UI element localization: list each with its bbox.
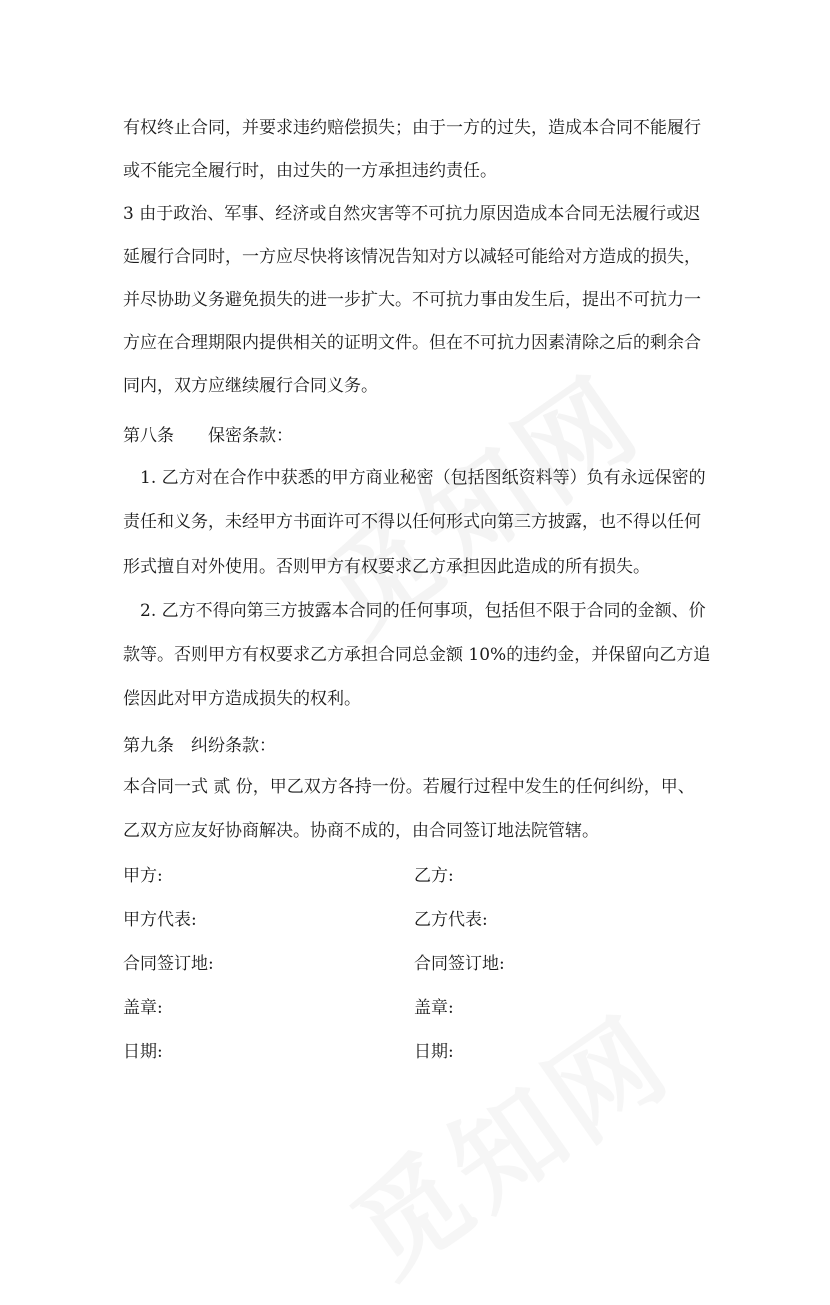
body-line: 并尽协助义务避免损失的进一步扩大。不可抗力事由发生后，提出不可抗力一 [123,290,701,310]
body-line: 有权终止合同，并要求违约赔偿损失；由于一方的过失，造成本合同不能履行 [123,118,701,138]
party-a-label: 甲方: [123,866,163,886]
party-a-rep-label: 甲方代表: [123,910,197,930]
party-b-rep-label: 乙方代表: [414,910,488,930]
body-line: 本合同一式 贰 份，甲乙双方各持一份。若履行过程中发生的任何纠纷，甲、 [123,777,695,797]
body-line: 同内，双方应继续履行合同义务。 [123,376,378,396]
party-b-seal-label: 盖章: [414,998,454,1018]
body-line: 方应在合理期限内提供相关的证明文件。但在不可抗力因素清除之后的剩余合 [123,333,701,353]
party-b-label: 乙方: [414,866,454,886]
clause-1-line: 形式擅自对外使用。否则甲方有权要求乙方承担因此造成的所有损失。 [123,557,650,577]
watermark-bottom [317,973,698,1305]
body-line: 3 由于政治、军事、经济或自然灾害等不可抗力原因造成本合同无法履行或迟 [123,204,701,224]
clause-1-line: 责任和义务，未经甲方书面许可不得以任何形式向第三方披露，也不得以任何 [123,512,701,532]
party-a-date-label: 日期: [123,1042,163,1062]
section-heading-dispute: 第九条 纠纷条款： [123,736,276,756]
clause-2-line: 款等。否则甲方有权要求乙方承担合同总金额 10%的违约金，并保留向乙方追 [123,645,711,665]
body-line: 或不能完全履行时，由过失的一方承担违约责任。 [123,161,497,181]
party-b-location-label: 合同签订地: [414,954,505,974]
clause-1-line: 1. 乙方对在合作中获悉的甲方商业秘密（包括图纸资料等）负有永远保密的 [123,468,706,488]
section-heading-confidentiality: 第八条 保密条款： [123,426,293,446]
clause-2-line: 2. 乙方不得向第三方披露本合同的任何事项，包括但不限于合同的金额、价 [123,601,706,621]
body-line: 延履行合同时，一方应尽快将该情况告知对方以减轻可能给对方造成的损失， [123,247,701,267]
party-b-date-label: 日期: [414,1042,454,1062]
clause-2-line: 偿因此对甲方造成损失的权利。 [123,689,361,709]
party-a-location-label: 合同签订地: [123,954,214,974]
body-line: 乙双方应友好协商解决。协商不成的，由合同签订地法院管辖。 [123,821,599,841]
party-a-seal-label: 盖章: [123,998,163,1018]
